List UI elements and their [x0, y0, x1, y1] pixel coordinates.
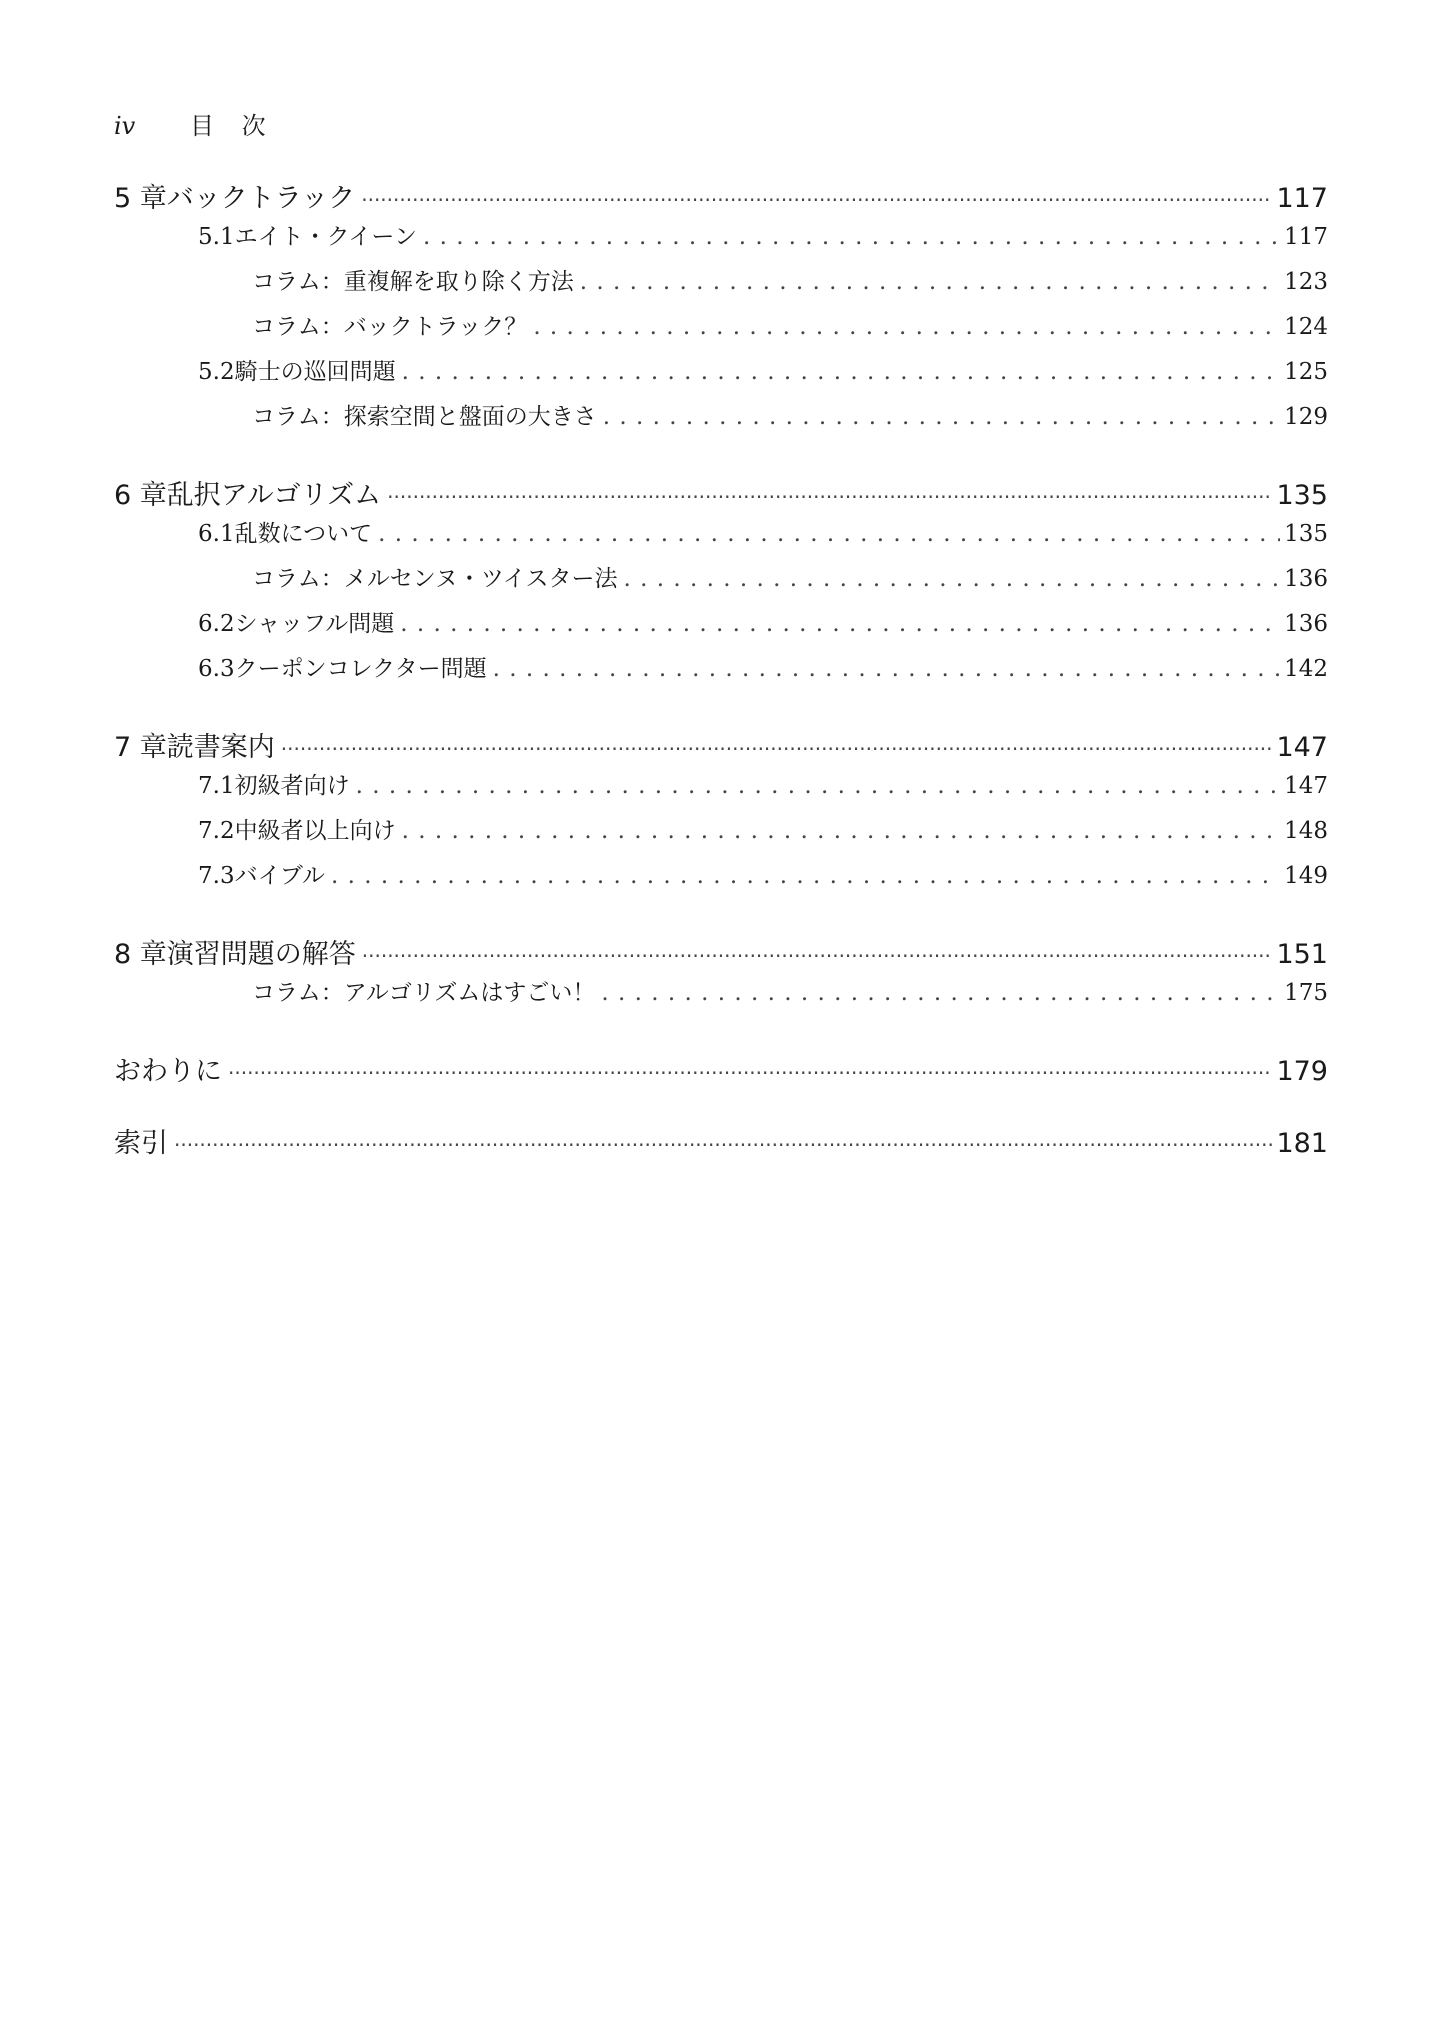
- column-page: 124: [1284, 314, 1328, 340]
- toc-section-row[interactable]: [114, 812, 1328, 857]
- section-number: 5.2: [198, 359, 235, 385]
- running-head: [114, 106, 276, 141]
- chapter-page: 135: [1276, 480, 1328, 511]
- column-title: コラム：探索空間と盤面の大きさ: [252, 404, 597, 430]
- section-page: 147: [1284, 773, 1328, 799]
- leader-dots: [580, 269, 1280, 295]
- leader-dots: [533, 314, 1280, 340]
- toc-chapter-row[interactable]: [114, 932, 1328, 974]
- chapter-number: 8 章: [114, 939, 167, 970]
- chapter-title: 演習問題の解答: [166, 939, 356, 970]
- leader-dots: [423, 224, 1280, 250]
- section-title: エイト・クイーン: [234, 224, 417, 250]
- column-page: 123: [1284, 269, 1328, 295]
- toc-column-row[interactable]: [114, 263, 1328, 308]
- chapter-title: 索引: [114, 1128, 168, 1159]
- chapter-title: 読書案内: [166, 732, 275, 763]
- toc-column-row[interactable]: [114, 974, 1328, 1019]
- toc-section-row[interactable]: [114, 650, 1328, 695]
- chapter-number: 5 章: [114, 183, 167, 214]
- section-page: 117: [1284, 224, 1328, 250]
- leader-dots: [402, 818, 1281, 844]
- column-title: コラム：重複解を取り除く方法: [252, 269, 574, 295]
- toc-chapter-row[interactable]: [114, 1121, 1328, 1163]
- leader-dots: [331, 863, 1280, 889]
- chapter-title: バックトラック: [166, 183, 356, 214]
- leader-dots: [493, 656, 1280, 682]
- toc-column-row[interactable]: [114, 398, 1328, 443]
- chapter-page: 151: [1276, 939, 1328, 970]
- toc-section-row[interactable]: [114, 857, 1328, 902]
- section-number: 6.2: [198, 611, 235, 637]
- chapter-title: 乱択アルゴリズム: [166, 480, 382, 511]
- running-title: 目 次: [190, 112, 276, 140]
- section-number: 7.2: [198, 818, 235, 844]
- section-page: 149: [1284, 863, 1328, 889]
- section-title: 騎士の巡回問題: [234, 359, 396, 385]
- section-title: 乱数について: [234, 521, 373, 547]
- page-number: iv: [114, 112, 136, 140]
- column-page: 175: [1284, 980, 1328, 1006]
- section-title: クーポンコレクター問題: [234, 656, 487, 682]
- leader-dots: [378, 521, 1280, 547]
- chapter-page: 181: [1276, 1128, 1328, 1159]
- section-number: 6.1: [198, 521, 235, 547]
- leader-dots: [603, 404, 1280, 430]
- section-title: バイブル: [234, 863, 325, 889]
- leader-dots: [623, 566, 1280, 592]
- table-of-contents: [114, 176, 1328, 1193]
- section-number: 7.3: [198, 863, 235, 889]
- toc-chapter-row[interactable]: [114, 725, 1328, 767]
- leader-dots: [356, 773, 1281, 799]
- toc-column-row[interactable]: [114, 308, 1328, 353]
- leader-dots: [601, 980, 1280, 1006]
- toc-chapter-row[interactable]: [114, 1049, 1328, 1091]
- toc-chapter-row[interactable]: [114, 473, 1328, 515]
- toc-chapter: [114, 1121, 1328, 1163]
- column-page: 136: [1284, 566, 1328, 592]
- leader-dots: [228, 1056, 1272, 1087]
- section-title: 初級者向け: [234, 773, 350, 799]
- chapter-page: 117: [1276, 183, 1328, 214]
- section-number: 6.3: [198, 656, 235, 682]
- section-page: 148: [1284, 818, 1328, 844]
- chapter-number: 6 章: [114, 480, 167, 511]
- leader-dots: [281, 732, 1273, 763]
- toc-chapter: [114, 473, 1328, 695]
- chapter-page: 179: [1276, 1056, 1328, 1087]
- chapter-page: 147: [1276, 732, 1328, 763]
- section-page: 135: [1284, 521, 1328, 547]
- toc-chapter: [114, 725, 1328, 902]
- column-page: 129: [1284, 404, 1328, 430]
- toc-section-row[interactable]: [114, 767, 1328, 812]
- leader-dots: [402, 359, 1281, 385]
- column-title: コラム：メルセンヌ・ツイスター法: [252, 566, 618, 592]
- toc-column-row[interactable]: [114, 560, 1328, 605]
- column-title: コラム：バックトラック？: [252, 314, 528, 340]
- toc-chapter: [114, 1049, 1328, 1091]
- toc-chapter-row[interactable]: [114, 176, 1328, 218]
- column-title: コラム：アルゴリズムはすごい！: [252, 980, 596, 1006]
- section-number: 7.1: [198, 773, 235, 799]
- toc-section-row[interactable]: [114, 353, 1328, 398]
- section-title: シャッフル問題: [234, 611, 395, 637]
- section-page: 136: [1284, 611, 1328, 637]
- toc-section-row[interactable]: [114, 218, 1328, 263]
- toc-chapter: [114, 932, 1328, 1019]
- leader-dots: [362, 939, 1273, 970]
- chapter-number: 7 章: [114, 732, 167, 763]
- leader-dots: [400, 611, 1280, 637]
- chapter-title: おわりに: [114, 1056, 222, 1087]
- leader-dots: [174, 1128, 1272, 1159]
- toc-section-row[interactable]: [114, 605, 1328, 650]
- leader-dots: [361, 183, 1272, 214]
- leader-dots: [387, 480, 1272, 511]
- section-page: 142: [1284, 656, 1328, 682]
- section-title: 中級者以上向け: [234, 818, 396, 844]
- section-page: 125: [1284, 359, 1328, 385]
- toc-section-row[interactable]: [114, 515, 1328, 560]
- toc-chapter: [114, 176, 1328, 443]
- section-number: 5.1: [198, 224, 235, 250]
